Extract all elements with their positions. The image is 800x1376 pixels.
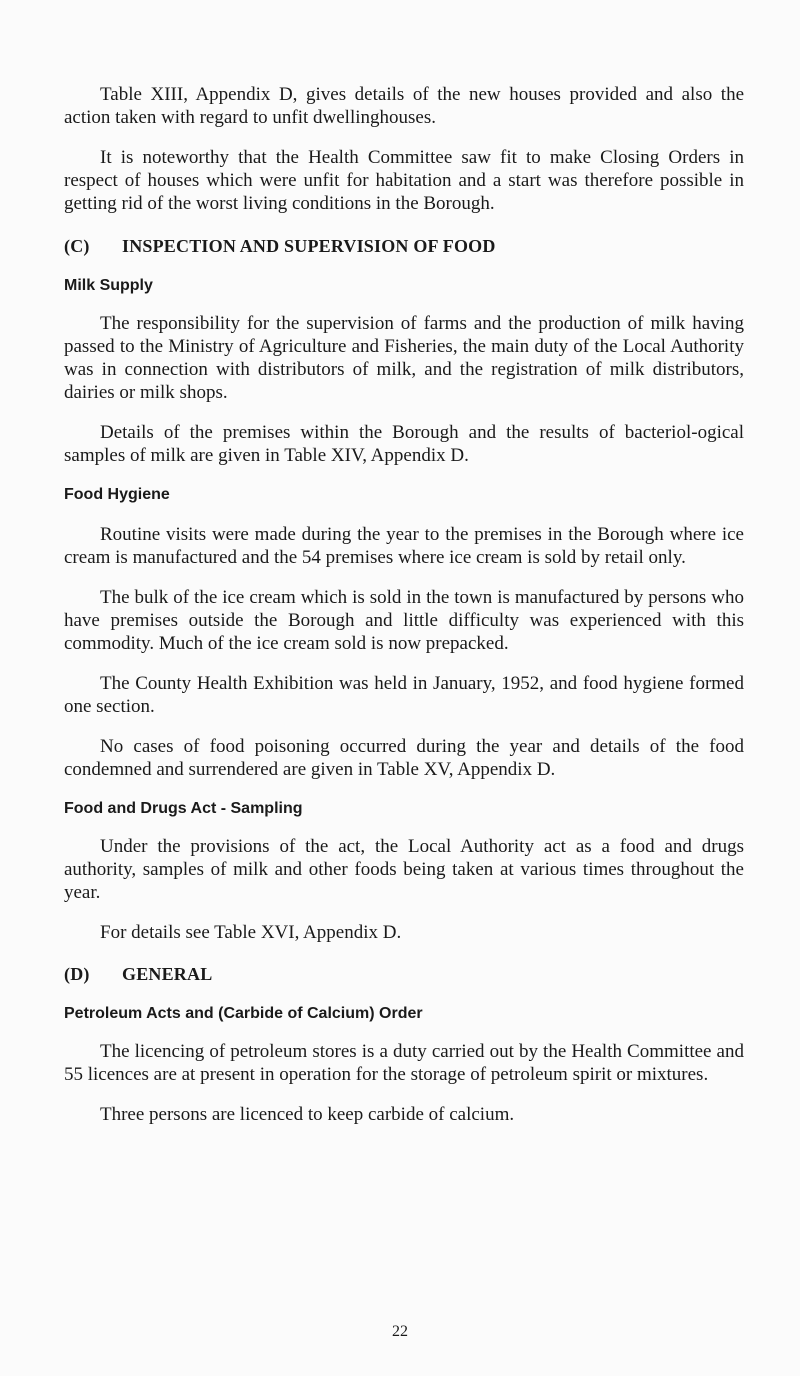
paragraph-milk-samples: Details of the premises within the Borough and the results of bacteriol-ogical samples of milk are given in Table XIV, Appendix D. [64, 422, 744, 466]
section-heading-d [64, 962, 744, 986]
paragraph-new-houses: Table XIII, Appendix D, gives details of the new houses provided and also the action taken with regard to unfit dwellinghouses. [64, 84, 744, 128]
subheading-food-drugs-act: Food and Drugs Act - Sampling [64, 800, 303, 817]
paragraph-health-exhibition: The County Health Exhibition was held in January, 1952, and food hygiene formed one section. [64, 673, 744, 717]
page-number: 22 [392, 1323, 408, 1340]
paragraph-food-poisoning: No cases of food poisoning occurred during the year and details of the food condemned and surrendered are given in Table XV, Appendix D. [64, 736, 744, 780]
section-letter-c: (C) [64, 236, 90, 256]
paragraph-routine-visits: Routine visits were made during the year to the premises in the Borough where ice cream is manufactured and the 54 premises where ice cream is sold by retail only. [64, 524, 744, 568]
section-title-d: GENERAL [122, 964, 213, 984]
subheading-milk-supply: Milk Supply [64, 277, 153, 294]
subheading-food-hygiene: Food Hygiene [64, 486, 170, 503]
paragraph-food-drugs-provisions: Under the provisions of the act, the Local Authority act as a food and drugs authority, samples of milk and other foods being taken at various times throughout the year. [64, 836, 744, 903]
document-page [64, 83, 744, 1126]
subheading-petroleum: Petroleum Acts and (Carbide of Calcium) Order [64, 1005, 423, 1022]
paragraph-petroleum-licencing: The licencing of petroleum stores is a duty carried out by the Health Committee and 55 licences are at present in operation for the storage of petroleum spirit or mixtures. [64, 1041, 744, 1085]
section-letter-d: (D) [64, 964, 90, 984]
paragraph-closing-orders: It is noteworthy that the Health Committee saw fit to make Closing Orders in respect of houses which were unfit for habitation and a start was therefore possible in getting rid of the worst living conditions in the Borough. [64, 147, 744, 214]
paragraph-milk-responsibility: The responsibility for the supervision of farms and the production of milk having passed to the Ministry of Agriculture and Fisheries, the main duty of the Local Authority was in connection with distributors of milk, and the registration of milk distributors, dairies or milk shops. [64, 313, 744, 403]
paragraph-ice-cream-bulk: The bulk of the ice cream which is sold in the town is manufactured by persons who have premises outside the Borough and little difficulty was experienced with this commodity. Much of the ice cream sold is now prepacked. [64, 587, 744, 654]
paragraph-table-xvi: For details see Table XVI, Appendix D. [100, 922, 402, 943]
paragraph-carbide: Three persons are licenced to keep carbide of calcium. [100, 1104, 515, 1125]
section-title-c: INSPECTION AND SUPERVISION OF FOOD [122, 236, 496, 256]
section-heading-c [64, 234, 744, 258]
